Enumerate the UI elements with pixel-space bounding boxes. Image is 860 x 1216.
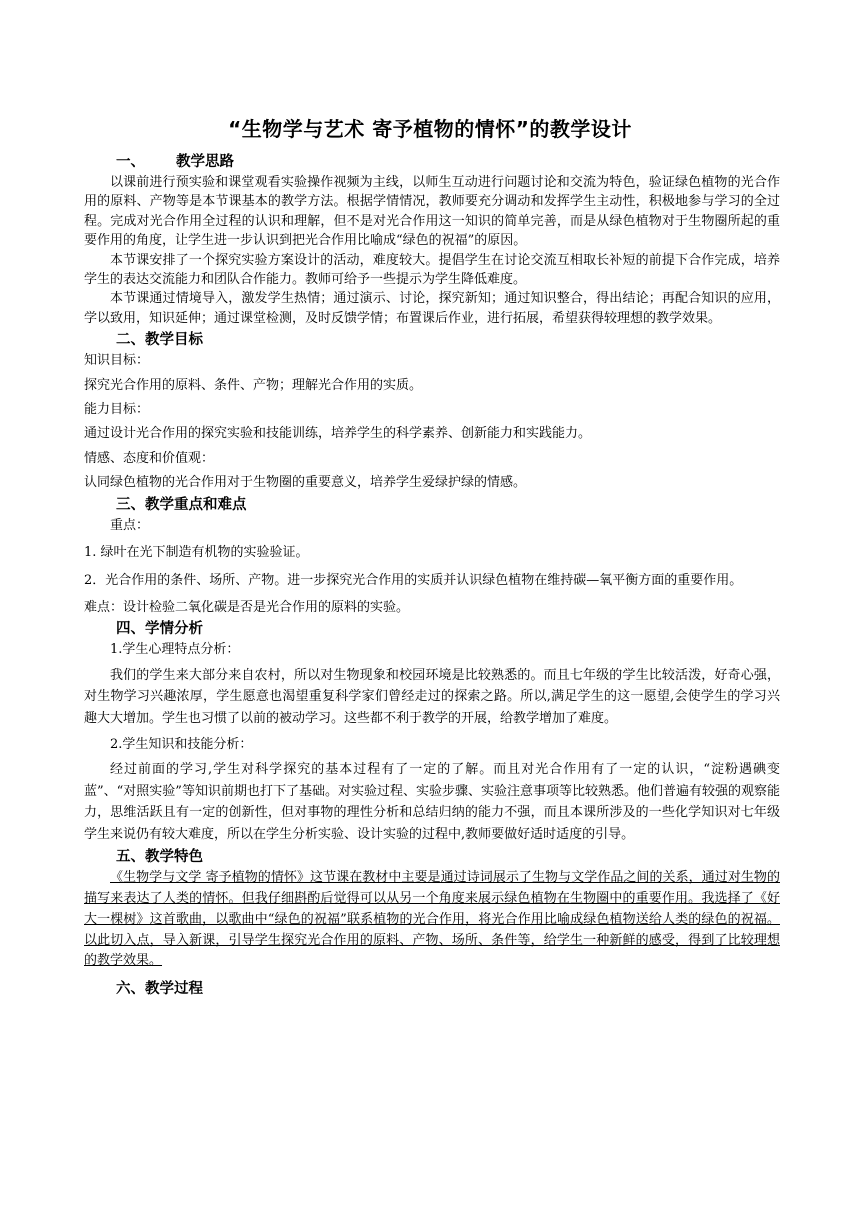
paragraph: 本节课安排了一个探究实验方案设计的活动，难度较大。提倡学生在讨论交流互相取长补短的前提下合作完成，培养学生的表达交流能力和团队合作能力。教师可给予一些提示为学生降低难度。: [84, 252, 780, 288]
subheading: 2.学生知识和技能分析：: [110, 736, 253, 752]
text-line: 难点：设计检验二氧化碳是否是光合作用的原料的实验。: [84, 599, 410, 615]
label-line: 能力目标：: [84, 402, 150, 418]
text-line: 探究光合作用的原料、条件、产物；理解光合作用的实质。: [84, 377, 423, 393]
label-line: 重点：: [110, 517, 150, 533]
section-heading-1: [116, 152, 780, 172]
section-heading-4: 四、学情分析: [116, 621, 203, 638]
text-line: 认同绿色植物的光合作用对于生物圈的重要意义，培养学生爱绿护绿的情感。: [84, 475, 527, 491]
paragraph: 本节课通过情境导入，激发学生热情；通过演示、讨论，探究新知；通过知识整合，得出结论；再配合知识的应用，学以致用，知识延伸；通过课堂检测，及时反馈学情；布置课后作业，进行拓展，希望获得较理想的教学效果。: [84, 291, 780, 326]
label-line: 知识目标：: [84, 353, 150, 369]
document-title: “生物学与艺术 寄予植物的情怀”的教学设计: [228, 117, 632, 141]
paragraph: 经过前面的学习,学生对科学探究的基本过程有了一定的了解。而且对光合作用有了一定的认识，“淀粉遇碘变蓝”、“对照实验”等知识前期也打下了基础。对实验过程、实验步骤、实验注意事项等比较熟悉。他们普遍有较强的观察能力，思维活跃且有一定的创新性，但对事物的理性分析和总结归纳的能力不强，而且本课所涉及的一些化学知识对七年级学生来说仍有较大难度，所以在学生分析实验、设计实验的过程中,教师要做好适时适度的引导。: [84, 761, 780, 842]
section-title: 教学思路: [176, 154, 234, 170]
paragraph: 我们的学生来大部分来自农村，所以对生物现象和校园环境是比较熟悉的。而且七年级的学生比较活泼，好奇心强，对生物学习兴趣浓厚，学生愿意也渴望重复科学家们曾经走过的探索之路。所以,满足学生的这一愿望,会使学生的学习兴趣大大增加。学生也习惯了以前的被动学习。这些都不利于教学的开展，给教学增加了难度。: [84, 667, 780, 726]
subheading: 1.学生心理特点分析：: [110, 642, 240, 658]
text-line: 1. 绿叶在光下制造有机物的实验验证。: [84, 545, 309, 561]
section-heading-3: 三、教学重点和难点: [116, 496, 247, 513]
paragraph: 《生物学与文学 寄予植物的情怀》这节课在教材中主要是通过诗词展示了生物与文学作品之间的关系，通过对生物的描写来表达了人类的情怀。但我仔细斟酌后觉得可以从另一个角度来展示绿色植物在生物圈中的重要作用。我选择了《好大一棵树》这首歌曲，以歌曲中“绿色的祝福”联系植物的光合作用，将光合作用比喻成绿色植物送给人类的绿色的祝福。以此切入点，导入新课，引导学生探究光合作用的原料、产物、场所、条件等，给学生一种新鲜的感受，得到了比较理想的教学效果。: [84, 870, 780, 969]
paragraph: 以课前进行预实验和课堂观看实验操作视频为主线，以师生互动进行问题讨论和交流为特色，验证绿色植物的光合作用的原料、产物等是本节课基本的教学方法。根据学情情况，教师要充分调动和发挥学生主动性，积极地参与学习的全过程。完成对光合作用全过程的认识和理解，但不是对光合作用这一知识的简单完善，而是从绿色植物对于生物圈所起的重要作用的角度，让学生进一步认识到把光合作用比喻成“绿色的祝福”的原因。: [84, 175, 780, 249]
section-heading-5: 五、教学特色: [116, 849, 203, 866]
document-body: [84, 150, 780, 1000]
label-line: 情感、态度和价值观：: [84, 450, 215, 466]
section-number: 一、: [116, 154, 145, 170]
section-heading-2: 二、教学目标: [116, 332, 203, 349]
text-line: 通过设计光合作用的探究实验和技能训练，培养学生的科学素养、创新能力和实践能力。: [84, 426, 592, 442]
section-heading-6: 六、教学过程: [116, 981, 203, 998]
text-line: 2．光合作用的条件、场所、产物。进一步探究光合作用的实质并认识绿色植物在维持碳—氧平衡方面的重要作用。: [84, 572, 743, 588]
